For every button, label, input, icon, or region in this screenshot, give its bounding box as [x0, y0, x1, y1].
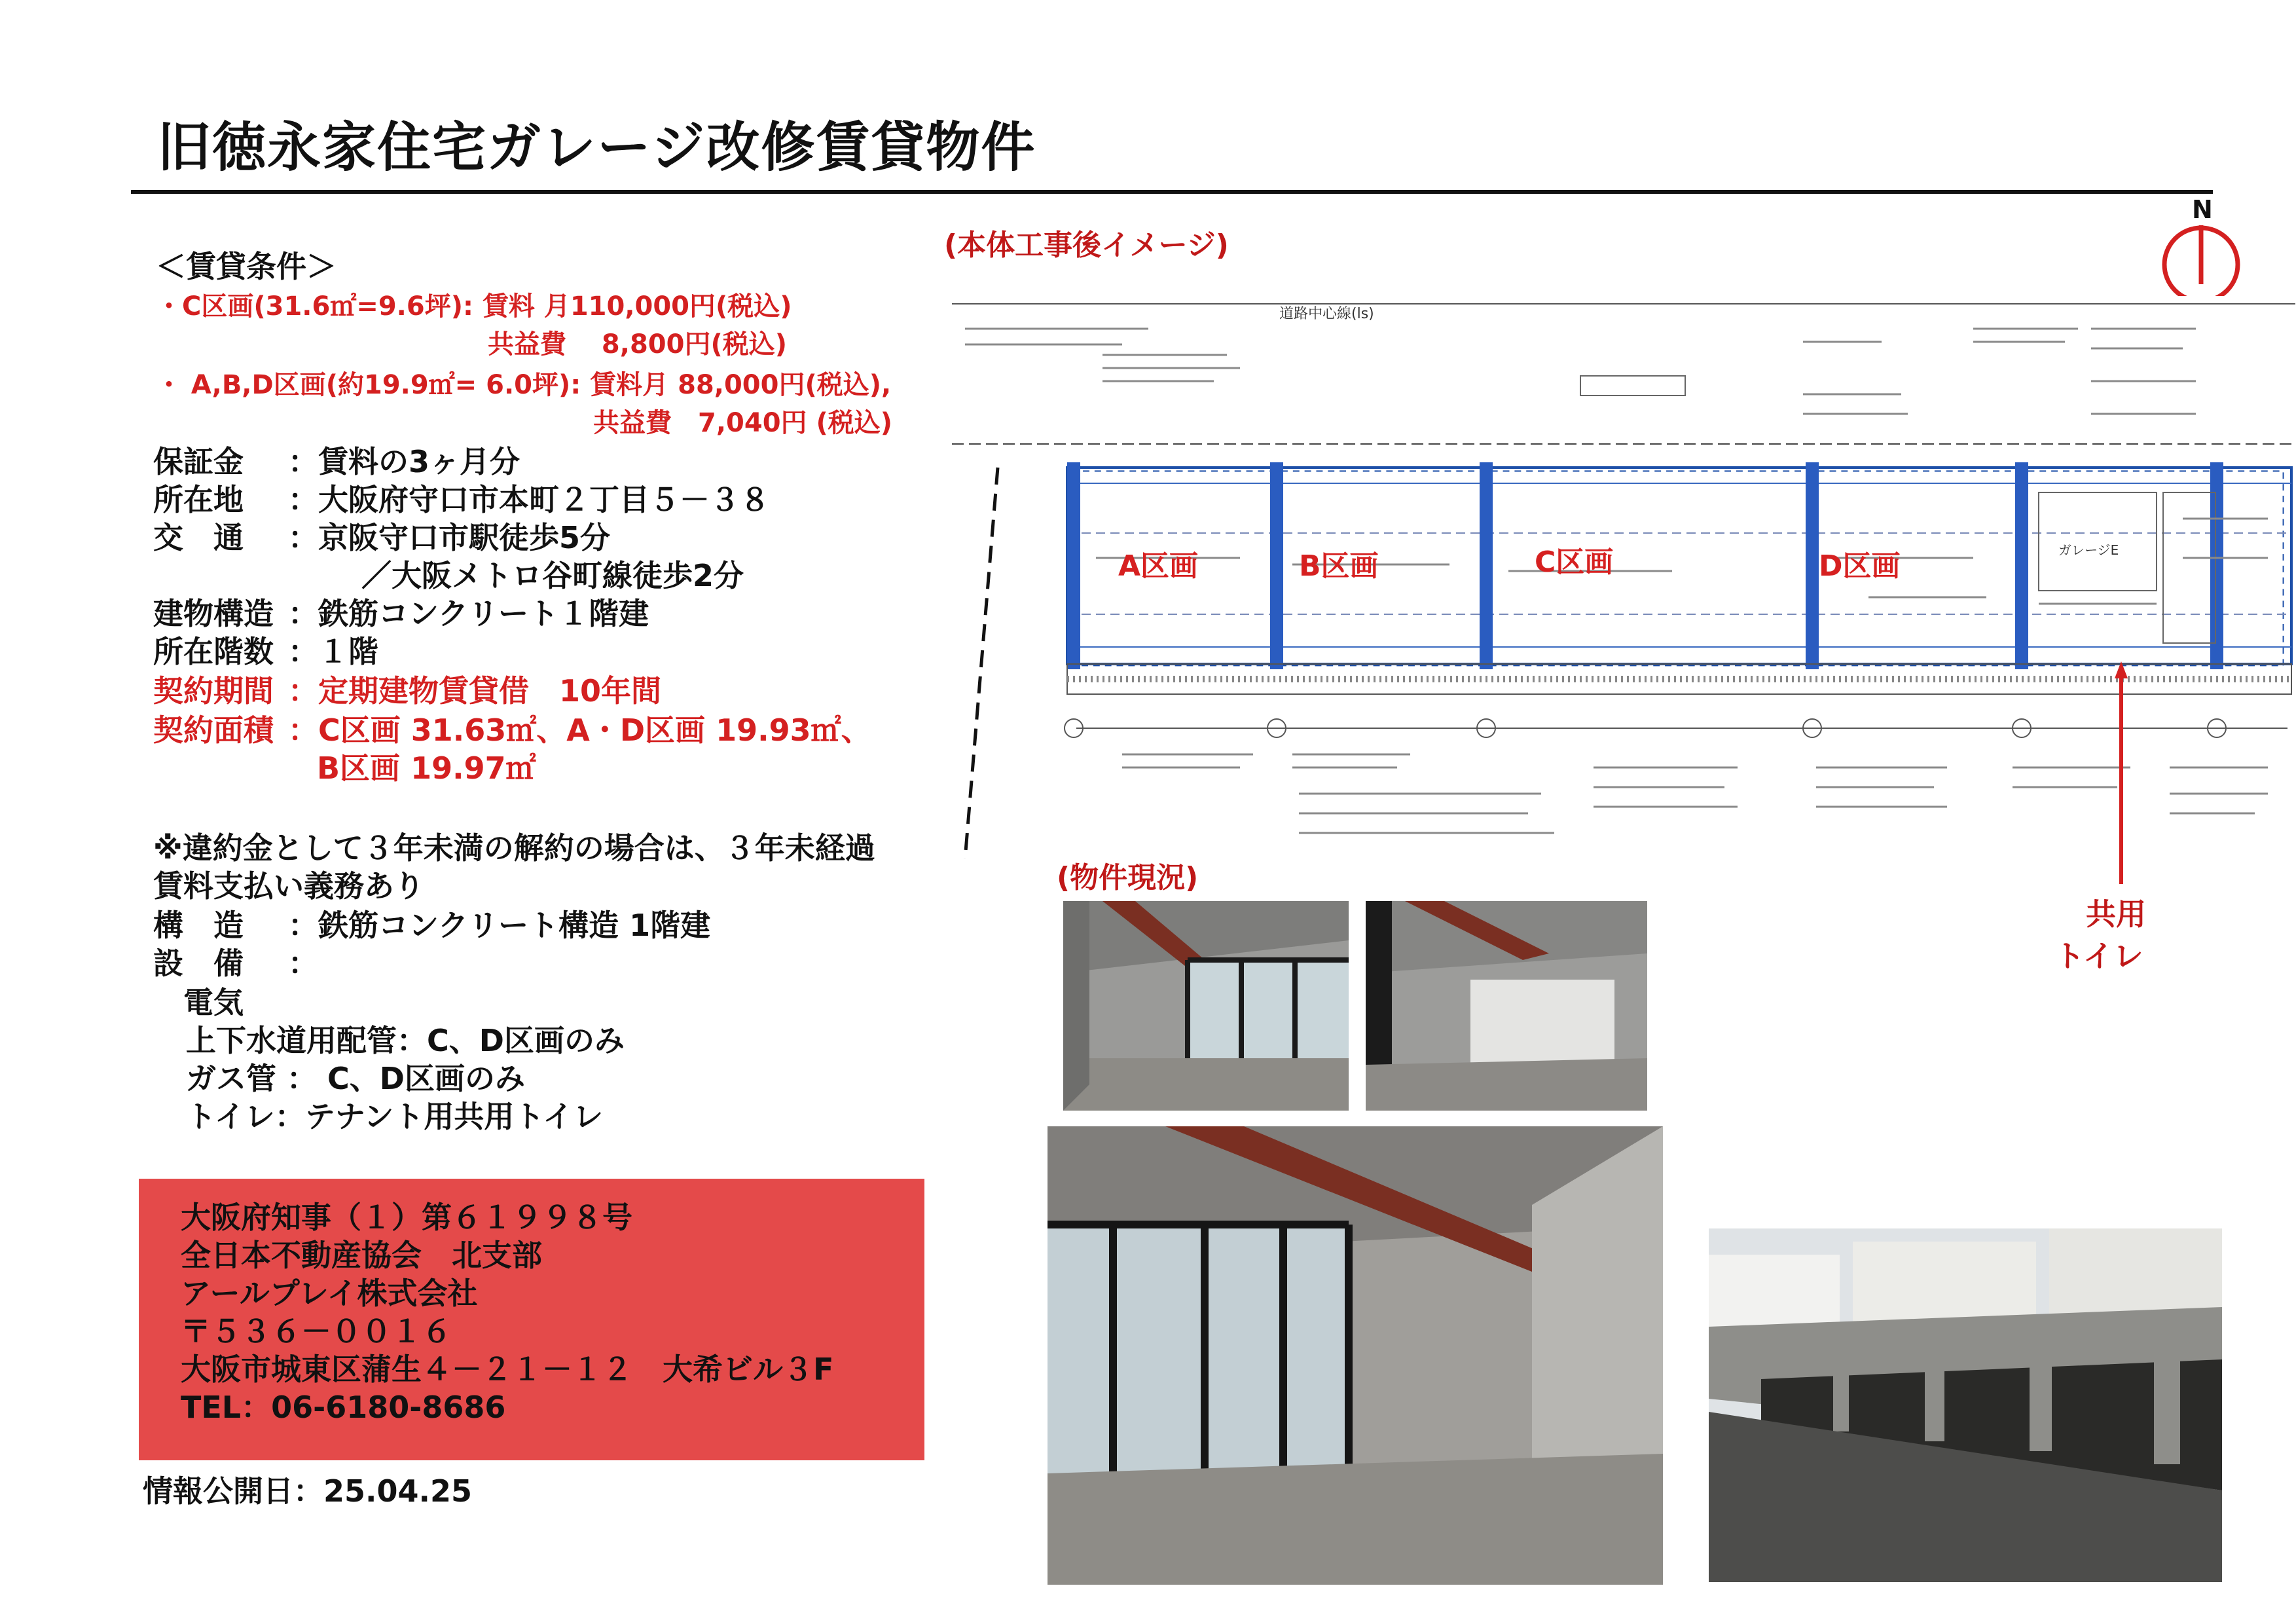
photo-interior-1 [1063, 901, 1349, 1111]
abd-zone-rent: ・ A,B,D区画(約19.9㎡= 6.0坪): 賃料月 88,000円(税込), [156, 370, 892, 400]
photo-interior-3 [1048, 1126, 1663, 1585]
page-title: 旧徳永家住宅ガレージ改修賃貸物件 [157, 117, 1036, 179]
toilet-caption-2: トイレ [2054, 938, 2143, 974]
detail-floor-label: 所在階数 [153, 634, 274, 669]
north-label: N [2192, 195, 2213, 224]
detail-access-value-2: ／大阪メトロ谷町線徒歩2分 [361, 558, 744, 593]
equipment-toilet: トイレ：テナント用共用トイレ [186, 1099, 604, 1134]
penalty-note: ※違約金として３年未満の解約の場合は、３年未経過 [153, 830, 875, 866]
structure-label: 構 造 [153, 908, 244, 943]
contract-period-value: ：定期建物賃貸借 10年間 [288, 673, 662, 709]
detail-deposit-value: ：賃料の3ヶ月分 [288, 444, 520, 479]
contract-period-label: 契約期間 [153, 673, 274, 709]
contract-area-label: 契約面積 [153, 712, 274, 748]
zone-c-label: C区画 [1535, 545, 1614, 579]
zone-b-label: B区画 [1299, 549, 1379, 583]
north-arrow-icon [2155, 195, 2247, 310]
detail-location-label: 所在地 [153, 482, 244, 517]
current-caption: (物件現況) [1057, 861, 1199, 895]
c-zone-fee: 共益費 8,800円(税込) [488, 329, 788, 360]
toilet-caption: 共用 [2086, 896, 2146, 932]
equipment-label: 設 備 [153, 946, 244, 981]
agent-address: 大阪市城東区蒲生４－２１－１２ 大希ビル３F [181, 1352, 834, 1387]
agent-license: 大阪府知事（１）第６１９９８号 [181, 1200, 632, 1235]
zone-a-label: A区画 [1118, 549, 1199, 583]
detail-access-value: ：京阪守口市駅徒歩5分 [288, 520, 611, 555]
c-zone-rent: ・C区画(31.6㎡=9.6坪): 賃料 月110,000円(税込) [156, 291, 792, 322]
contract-area-value: ：C区画 31.63㎡、A・D区画 19.93㎡、 [288, 712, 871, 748]
detail-access-label: 交 通 [153, 520, 244, 555]
agent-postal: 〒５３６－００１６ [181, 1314, 452, 1349]
equipment-gas: ガス管 ： C、D区画のみ [186, 1061, 525, 1096]
photo-interior-2 [1366, 901, 1647, 1111]
equipment-electric: 電気 [183, 985, 244, 1020]
garage-e-label: ガレージE [2058, 542, 2119, 558]
detail-deposit-label: 保証金 [153, 444, 244, 479]
floor-plan [952, 296, 2295, 859]
zone-d-label: D区画 [1819, 549, 1901, 583]
plan-caption: (本体工事後イメージ) [944, 229, 1229, 262]
agent-box [139, 1179, 924, 1460]
structure-value: ：鉄筋コンクリート構造 1階建 [288, 908, 711, 943]
equipment-value: ： [288, 946, 318, 981]
detail-building-value: ：鉄筋コンクリート１階建 [288, 596, 649, 631]
toilet-arrow-icon [2115, 661, 2128, 884]
agent-company: アールプレイ株式会社 [181, 1276, 478, 1311]
equipment-water: 上下水道用配管：C、D区画のみ [186, 1023, 625, 1058]
contract-area-value-2: B区画 19.97㎡ [317, 750, 536, 786]
road-centerline-label: 道路中心線(ls) [1279, 306, 1374, 322]
conditions-heading: ＜賃貸条件＞ [156, 249, 337, 284]
published-date: 情報公開日：25.04.25 [143, 1473, 472, 1509]
agent-tel: TEL：06-6180-8686 [181, 1390, 506, 1425]
detail-building-label: 建物構造 [153, 596, 274, 631]
penalty-note-2: 賃料支払い義務あり [153, 868, 424, 904]
detail-location-value: ：大阪府守口市本町２丁目５－３８ [288, 482, 770, 517]
agent-association: 全日本不動産協会 北支部 [181, 1238, 542, 1273]
detail-floor-value: ：１階 [288, 634, 378, 669]
title-divider [131, 190, 2213, 194]
photo-exterior [1709, 1228, 2222, 1582]
abd-zone-fee: 共益費 7,040円 (税込) [593, 408, 893, 438]
